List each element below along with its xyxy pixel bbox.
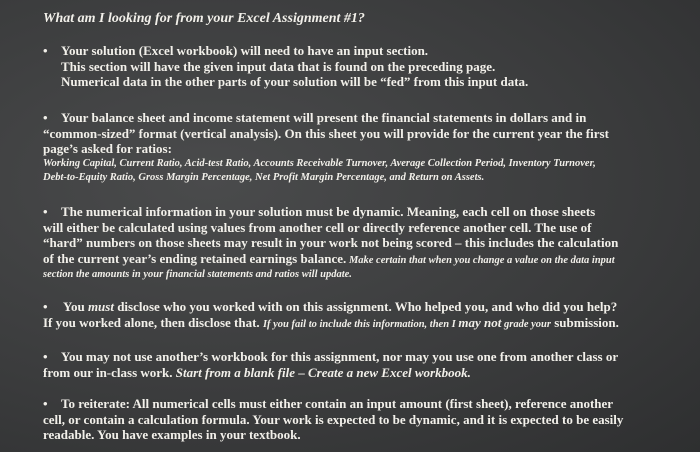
b6-line-2: cell, or contain a calculation formula. Your work is expected to be dynamic, and it is expected to be easily [43, 411, 624, 427]
bullet-icon: • [43, 110, 48, 125]
bullet-disclosure [43, 299, 619, 332]
b5-line-2-dash: – [294, 364, 308, 380]
b5-line-2-new-workbook: Create a new Excel workbook. [307, 364, 471, 380]
b4-line-2-e: submission. [550, 314, 619, 330]
b2-ratios-line-2: Debt-to-Equity Ratio, Gross Margin Percentage, Net Profit Margin Percentage, and Return on Assets. [43, 171, 485, 183]
b3-line-5: section the amounts in your financial statements and ratios will update. [43, 268, 352, 280]
bullet-icon: • [43, 396, 48, 411]
bullet-icon: • [43, 43, 48, 58]
b5-line-2-a: from our in-class work. [43, 364, 176, 380]
b2-line-3: page’s asked for ratios: [43, 141, 172, 157]
bullet-icon: • [43, 299, 48, 314]
b4-line-2-a: If you worked alone, then disclose that. [43, 314, 263, 330]
b6-line-3: readable. You have examples in your textbook. [43, 427, 301, 443]
bullet-financial-statements [43, 110, 609, 185]
bullet-input-section [43, 43, 528, 90]
b2-line-2: “common-sized” format (vertical analysis). On this sheet you will provide for the current year the first [43, 125, 609, 141]
b4-line-1-a: You [63, 299, 88, 314]
b3-line-2: will either be calculated using values from another cell or directly reference another cell. The use of [43, 219, 592, 235]
b1-line-3: Numerical data in the other parts of your solution will be “fed” from this input data. [61, 74, 529, 90]
b1-line-2: This section will have the given input data that is found on the preceding page. [61, 58, 496, 74]
b3-line-4-note: Make certain that when you change a value on the data input [346, 254, 615, 266]
bullet-own-workbook [43, 349, 618, 380]
bullet-reiterate [43, 396, 623, 443]
b1-line-1: Your solution (Excel workbook) will need to have an input section. [61, 43, 429, 58]
bullet-icon: • [43, 349, 48, 364]
b3-line-1: The numerical information in your solution must be dynamic. Meaning, each cell on those sheets [61, 204, 596, 219]
b2-ratios-line-1: Working Capital, Current Ratio, Acid-test Ratio, Accounts Receivable Turnover, Average Collection Period, Inventory Turnover, [43, 157, 596, 169]
b4-line-2-d: grade your [501, 318, 551, 330]
b6-line-1: To reiterate: All numerical cells must either contain an input amount (first sheet), reference another [61, 396, 614, 411]
b3-line-4: of the current year’s ending retained earnings balance. [43, 250, 347, 266]
b4-line-2-may-not: may not [458, 314, 502, 330]
bullet-dynamic-information [43, 204, 618, 282]
b3-line-3: “hard” numbers on those sheets may result in your work not being scored – this includes the calculation [43, 235, 619, 251]
b4-line-1-c: disclose who you worked with on this assignment. Who helped you, and who did you help? [113, 299, 618, 314]
b4-line-1-must: must [87, 299, 114, 314]
b2-line-1: Your balance sheet and income statement will present the financial statements in dollars and in [61, 110, 587, 125]
b4-line-2-b: If you fail to include this information, then I [262, 318, 459, 330]
document-heading: What am I looking for from your Excel Assignment #1? [43, 11, 365, 26]
b5-line-1: You may not use another’s workbook for this assignment, nor may you use one from another class or [61, 349, 619, 364]
b5-line-2-blank-file: Start from a blank file [175, 364, 295, 380]
bullet-icon: • [43, 204, 48, 219]
